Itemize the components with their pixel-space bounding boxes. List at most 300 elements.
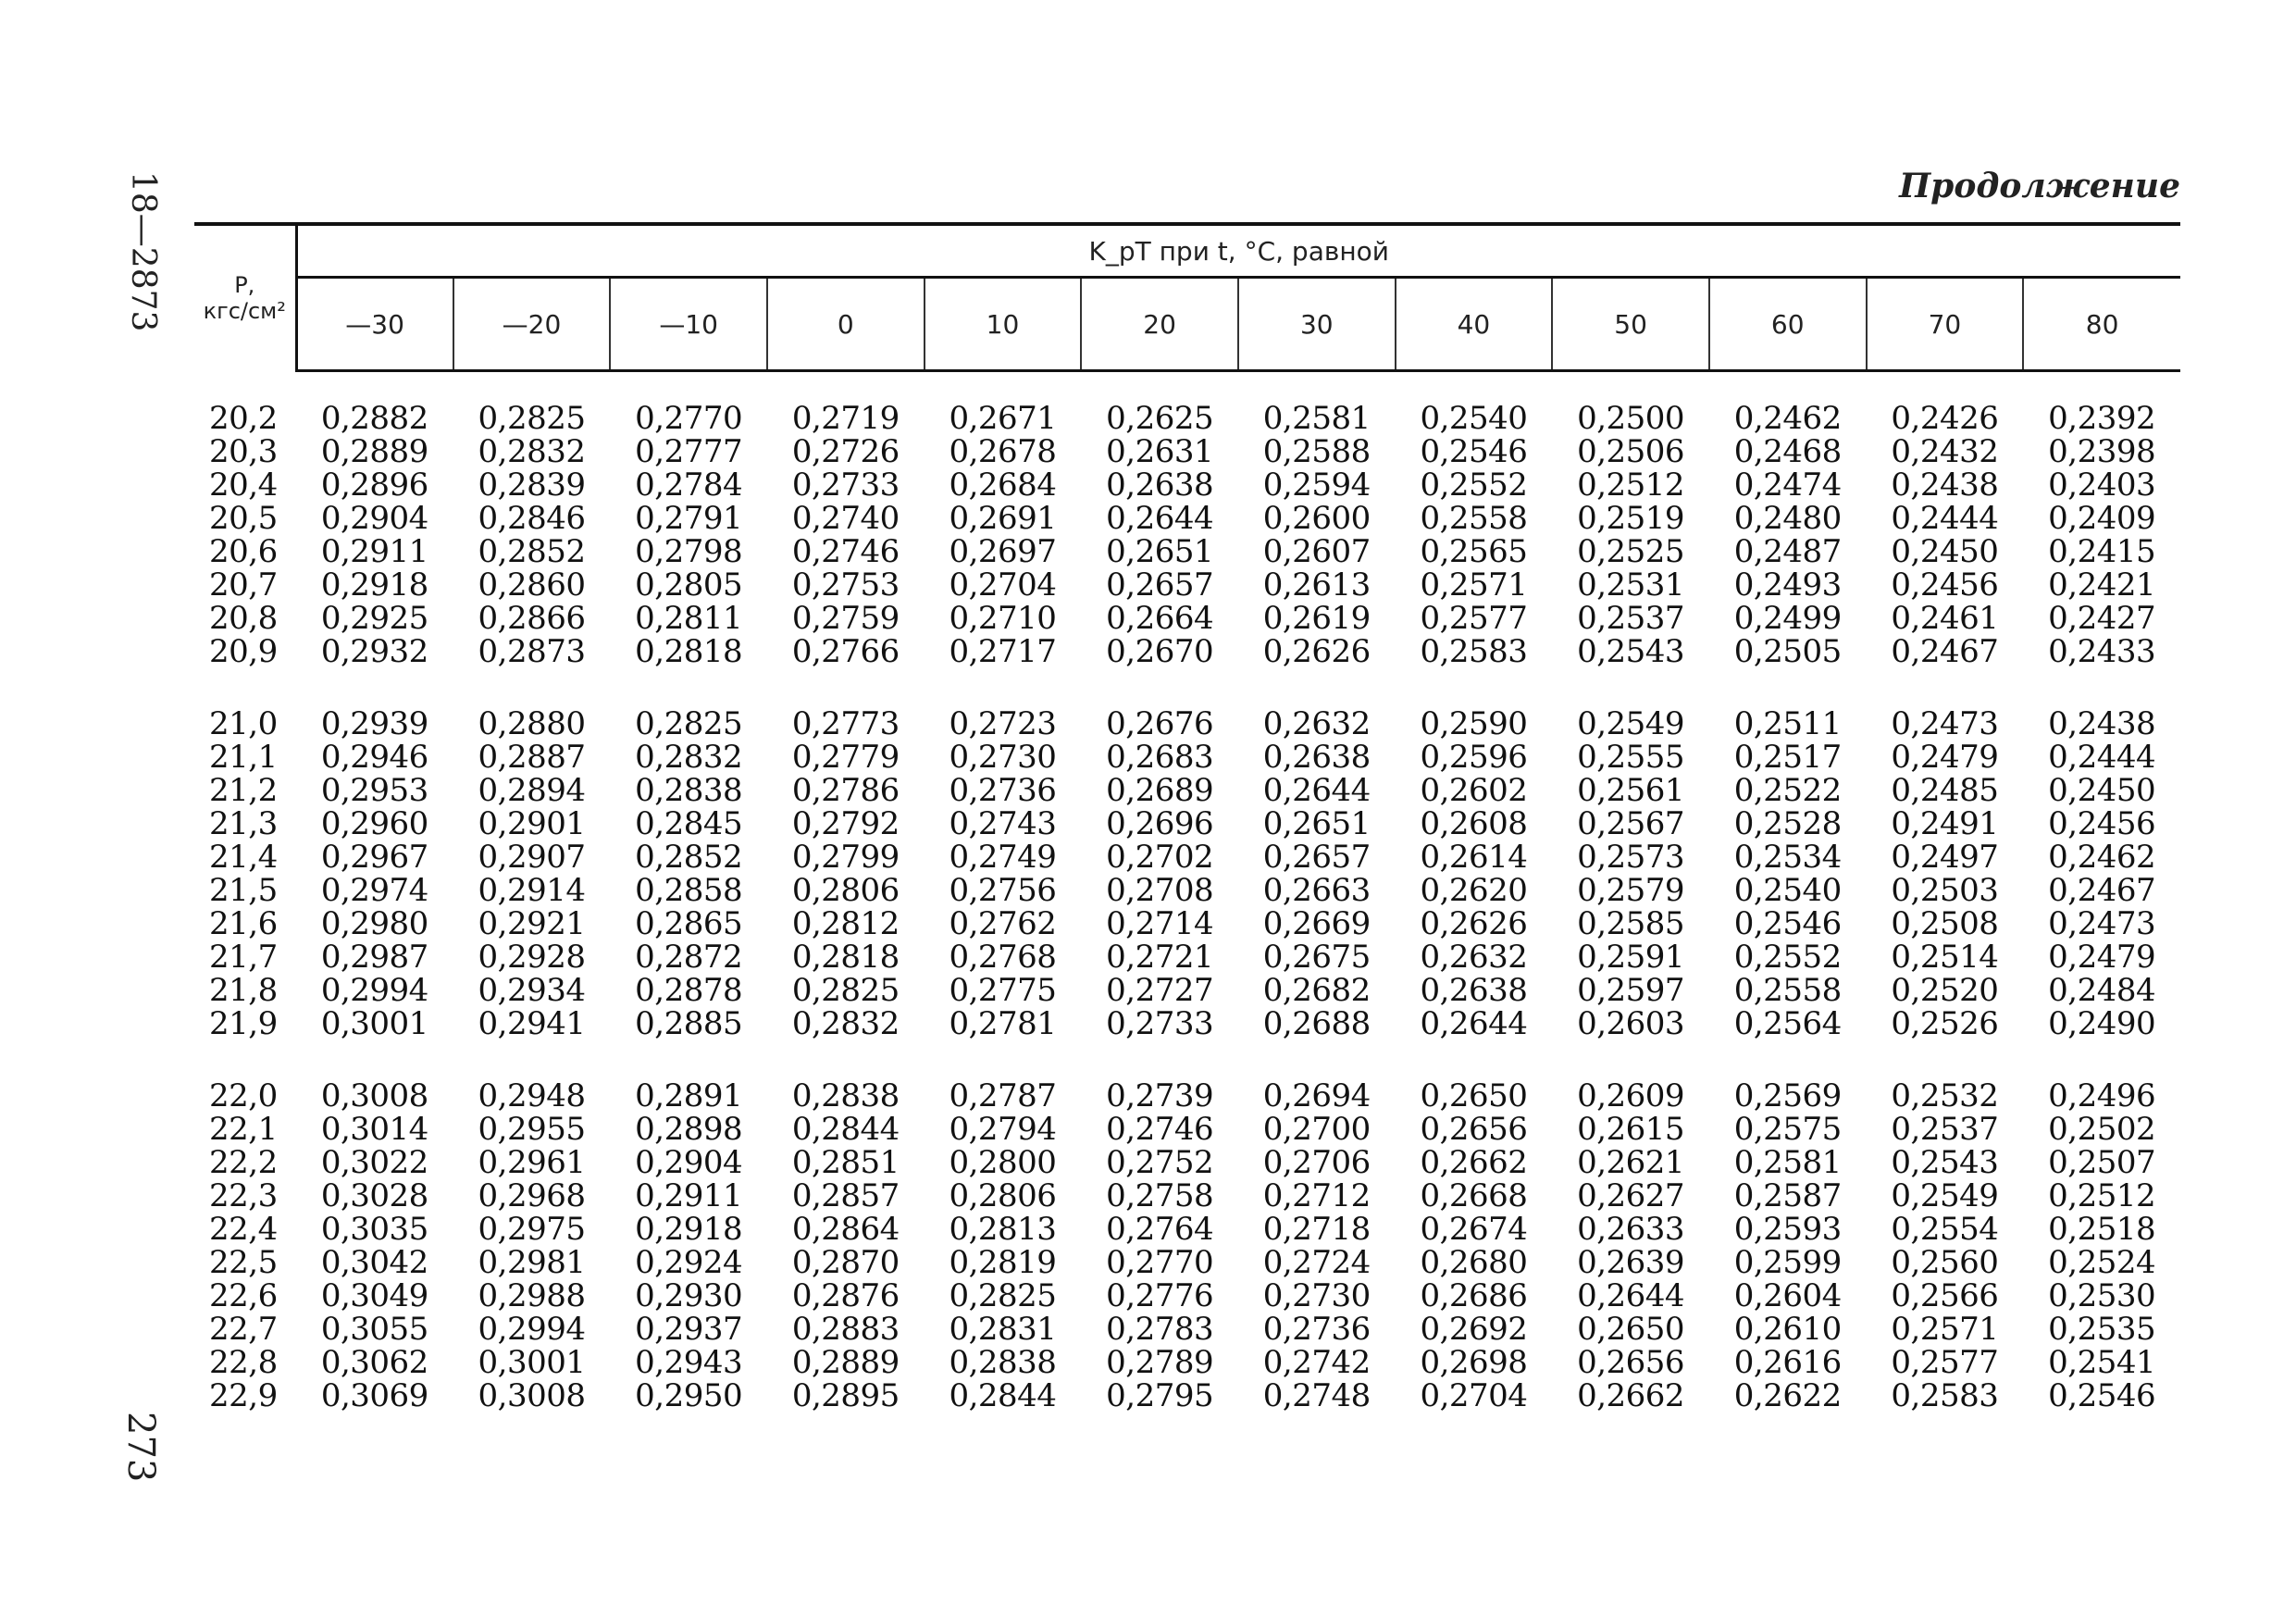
table-row (194, 741, 2180, 774)
coefficient-cell: 0,2600 (1262, 500, 1371, 537)
coefficient-cell: 0,2946 (320, 739, 428, 776)
coefficient-cell: 0,2577 (1891, 1344, 1999, 1381)
coefficient-cell: 0,2588 (1262, 433, 1371, 470)
coefficient-cell: 0,2621 (1577, 1144, 1685, 1181)
coefficient-cell: 0,2717 (949, 633, 1057, 670)
table-row (194, 974, 2180, 1007)
pressure-symbol: P, (234, 272, 255, 299)
coefficient-cell: 0,2981 (478, 1244, 586, 1281)
coefficient-cell: 0,2599 (1733, 1244, 1842, 1281)
coefficient-cell: 0,2758 (1106, 1177, 1214, 1214)
coefficient-cell: 0,2779 (791, 739, 900, 776)
coefficient-cell: 0,2558 (1420, 500, 1528, 537)
coefficient-cell: 0,2764 (1106, 1211, 1214, 1248)
pressure-cell: 22,5 (209, 1244, 278, 1281)
temperature-header-cell: 80 (2023, 278, 2180, 371)
coefficient-cell: 0,2749 (949, 839, 1057, 876)
coefficient-cell: 0,2930 (635, 1277, 743, 1314)
table-row (194, 535, 2180, 568)
coefficient-cell: 0,2975 (478, 1211, 586, 1248)
coefficient-cell: 0,2866 (478, 600, 586, 637)
table-row (194, 774, 2180, 807)
pressure-cell: 21,1 (209, 739, 278, 776)
coefficient-cell: 0,2479 (2048, 939, 2156, 976)
coefficient-cell: 0,3001 (478, 1344, 586, 1381)
coefficient-cell: 0,2724 (1262, 1244, 1371, 1281)
table-row (194, 1313, 2180, 1346)
coefficient-cell: 0,2561 (1577, 772, 1685, 809)
coefficient-cell: 0,2507 (2048, 1144, 2156, 1181)
coefficient-cell: 0,2632 (1262, 705, 1371, 742)
table-row (194, 707, 2180, 741)
coefficient-cell: 0,2496 (2048, 1077, 2156, 1114)
coefficient-cell: 0,2566 (1891, 1277, 1999, 1314)
coefficient-cell: 0,2812 (791, 905, 900, 942)
coefficient-cell: 0,2730 (1262, 1277, 1371, 1314)
coefficient-cell: 0,2832 (478, 433, 586, 470)
coefficient-cell: 0,2614 (1420, 839, 1528, 876)
table-row (194, 1346, 2180, 1379)
coefficient-cell: 0,2838 (635, 772, 743, 809)
coefficient-cell: 0,2925 (320, 600, 428, 637)
group-spacer (194, 371, 2180, 403)
coefficient-cell: 0,2697 (949, 533, 1057, 570)
coefficient-cell: 0,2438 (1891, 467, 1999, 504)
coefficient-cell: 0,2733 (1106, 1005, 1214, 1042)
coefficient-cell: 0,2967 (320, 839, 428, 876)
pressure-cell: 22,6 (209, 1277, 278, 1314)
coefficient-cell: 0,2955 (478, 1111, 586, 1148)
coefficient-cell: 0,2438 (2048, 705, 2156, 742)
coefficient-cell: 0,3008 (478, 1377, 586, 1414)
coefficient-cell: 0,2911 (635, 1177, 743, 1214)
coefficient-cell: 0,2604 (1733, 1277, 1842, 1314)
coefficient-cell: 0,2461 (1891, 600, 1999, 637)
coefficient-cell: 0,2901 (478, 805, 586, 842)
coefficient-cell: 0,2597 (1577, 972, 1685, 1009)
coefficient-cell: 0,2987 (320, 939, 428, 976)
coefficient-cell: 0,3028 (320, 1177, 428, 1214)
coefficient-cell: 0,2473 (2048, 905, 2156, 942)
pressure-cell: 20,8 (209, 600, 278, 637)
coefficient-cell: 0,2670 (1106, 633, 1214, 670)
coefficient-cell: 0,2806 (949, 1177, 1057, 1214)
coefficient-cell: 0,2730 (949, 739, 1057, 776)
coefficient-cell: 0,2706 (1262, 1144, 1371, 1181)
table-row (194, 907, 2180, 940)
coefficient-cell: 0,2948 (478, 1077, 586, 1114)
coefficient-cell: 0,2702 (1106, 839, 1214, 876)
coefficient-cell: 0,2487 (1733, 533, 1842, 570)
coefficient-cell: 0,2503 (1891, 872, 1999, 909)
table-row (194, 635, 2180, 668)
pressure-cell: 20,6 (209, 533, 278, 570)
pressure-cell: 20,7 (209, 566, 278, 604)
coefficient-cell: 0,2704 (949, 566, 1057, 604)
coefficient-cell: 0,2450 (1891, 533, 1999, 570)
coefficient-cell: 0,2644 (1420, 1005, 1528, 1042)
table-row (194, 435, 2180, 468)
coefficient-cell: 0,2759 (791, 600, 900, 637)
coefficient-cell: 0,2473 (1891, 705, 1999, 742)
coefficient-cell: 0,2839 (478, 467, 586, 504)
coefficient-cell: 0,2593 (1733, 1211, 1842, 1248)
coefficient-cell: 0,2499 (1733, 600, 1842, 637)
coefficient-cell: 0,2622 (1733, 1377, 1842, 1414)
coefficient-cell: 0,2525 (1577, 533, 1685, 570)
coefficient-cell: 0,2662 (1420, 1144, 1528, 1181)
table-row (194, 840, 2180, 874)
table-row (194, 602, 2180, 635)
coefficient-cell: 0,2752 (1106, 1144, 1214, 1181)
coefficient-cell: 0,2766 (791, 633, 900, 670)
coefficient-cell: 0,2579 (1577, 872, 1685, 909)
table-row (194, 1179, 2180, 1213)
coefficient-cell: 0,2468 (1733, 433, 1842, 470)
pressure-cell: 20,2 (209, 400, 278, 437)
coefficient-cell: 0,2502 (2048, 1111, 2156, 1148)
coefficient-cell: 0,2491 (1891, 805, 1999, 842)
coefficient-cell: 0,2540 (1420, 400, 1528, 437)
coefficient-cell: 0,2710 (949, 600, 1057, 637)
coefficient-cell: 0,2889 (320, 433, 428, 470)
coefficient-cell: 0,2740 (791, 500, 900, 537)
coefficient-cell: 0,2876 (791, 1277, 900, 1314)
coefficient-cell: 0,2484 (2048, 972, 2156, 1009)
pressure-cell: 20,4 (209, 467, 278, 504)
coefficient-cell: 0,2675 (1262, 939, 1371, 976)
coefficient-cell: 0,2616 (1733, 1344, 1842, 1381)
coefficient-cell: 0,2756 (949, 872, 1057, 909)
coefficient-cell: 0,2781 (949, 1005, 1057, 1042)
coefficient-cell: 0,2700 (1262, 1111, 1371, 1148)
coefficient-cell: 0,2625 (1106, 400, 1214, 437)
coefficient-cell: 0,2546 (1733, 905, 1842, 942)
coefficient-cell: 0,2650 (1577, 1311, 1685, 1348)
pressure-cell: 21,0 (209, 705, 278, 742)
coefficient-cell: 0,2689 (1106, 772, 1214, 809)
coefficient-cell: 0,2950 (635, 1377, 743, 1414)
coefficient-cell: 0,2852 (635, 839, 743, 876)
coefficient-cell: 0,2467 (1891, 633, 1999, 670)
coefficient-cell: 0,2698 (1420, 1344, 1528, 1381)
coefficient-cell: 0,2686 (1420, 1277, 1528, 1314)
coefficient-cell: 0,2615 (1577, 1111, 1685, 1148)
pressure-cell: 22,1 (209, 1111, 278, 1148)
coefficient-cell: 0,3042 (320, 1244, 428, 1281)
spacer-cell (194, 1040, 2180, 1079)
coefficient-cell: 0,2723 (949, 705, 1057, 742)
coefficient-cell: 0,2567 (1577, 805, 1685, 842)
coefficient-cell: 0,2530 (2048, 1277, 2156, 1314)
coefficient-cell: 0,2818 (635, 633, 743, 670)
coefficient-cell: 0,2546 (1420, 433, 1528, 470)
temperature-header-cell: 60 (1709, 278, 1867, 371)
coefficient-cell: 0,2500 (1577, 400, 1685, 437)
coefficient-cell: 0,2456 (2048, 805, 2156, 842)
coefficient-cell: 0,2603 (1577, 1005, 1685, 1042)
coefficient-cell: 0,2511 (1733, 705, 1842, 742)
coefficient-cell: 0,2594 (1262, 467, 1371, 504)
coefficient-cell: 0,2777 (635, 433, 743, 470)
coefficient-cell: 0,2721 (1106, 939, 1214, 976)
coefficient-cell: 0,2762 (949, 905, 1057, 942)
coefficient-cell: 0,2526 (1891, 1005, 1999, 1042)
coefficient-cell: 0,2688 (1262, 1005, 1371, 1042)
coefficient-cell: 0,2885 (635, 1005, 743, 1042)
coefficient-cell: 0,2610 (1733, 1311, 1842, 1348)
coefficient-cell: 0,3062 (320, 1344, 428, 1381)
coefficient-cell: 0,2746 (1106, 1111, 1214, 1148)
coefficient-cell: 0,2748 (1262, 1377, 1371, 1414)
table-row (194, 402, 2180, 435)
coefficient-cell: 0,3022 (320, 1144, 428, 1181)
pressure-unit: кгс/см² (203, 298, 286, 325)
coefficient-cell: 0,2794 (949, 1111, 1057, 1148)
coefficient-cell: 0,3055 (320, 1311, 428, 1348)
coefficient-cell: 0,2508 (1891, 905, 1999, 942)
coefficient-cell: 0,2857 (791, 1177, 900, 1214)
coefficient-cell: 0,2911 (320, 533, 428, 570)
coefficient-cell: 0,2546 (2048, 1377, 2156, 1414)
coefficient-cell: 0,2994 (478, 1311, 586, 1348)
coefficient-cell: 0,2680 (1420, 1244, 1528, 1281)
coefficient-cell: 0,2573 (1577, 839, 1685, 876)
coefficient-cell: 0,2591 (1577, 939, 1685, 976)
coefficient-cell: 0,2831 (949, 1311, 1057, 1348)
coefficient-cell: 0,2838 (949, 1344, 1057, 1381)
coefficient-cell: 0,2883 (791, 1311, 900, 1348)
pressure-cell: 22,3 (209, 1177, 278, 1214)
coefficient-cell: 0,2552 (1420, 467, 1528, 504)
coefficient-cell: 0,2549 (1891, 1177, 1999, 1214)
coefficient-cell: 0,2832 (791, 1005, 900, 1042)
coefficient-cell: 0,2619 (1262, 600, 1371, 637)
coefficient-cell: 0,2590 (1420, 705, 1528, 742)
coefficient-cell: 0,2657 (1106, 566, 1214, 604)
coefficient-cell: 0,2620 (1420, 872, 1528, 909)
coefficient-cell: 0,2891 (635, 1077, 743, 1114)
coefficient-cell: 0,2613 (1262, 566, 1371, 604)
coefficient-cell: 0,2845 (635, 805, 743, 842)
coefficient-cell: 0,2865 (635, 905, 743, 942)
coefficient-cell: 0,2575 (1733, 1111, 1842, 1148)
table-row (194, 468, 2180, 502)
coefficient-cell: 0,2819 (949, 1244, 1057, 1281)
coefficient-cell: 0,2543 (1891, 1144, 1999, 1181)
coefficient-cell: 0,2409 (2048, 500, 2156, 537)
coefficient-cell: 0,2921 (478, 905, 586, 942)
coefficient-cell: 0,2626 (1420, 905, 1528, 942)
coefficient-cell: 0,2583 (1420, 633, 1528, 670)
coefficient-cell: 0,2768 (949, 939, 1057, 976)
coefficient-cell: 0,2974 (320, 872, 428, 909)
coefficient-cell: 0,2798 (635, 533, 743, 570)
coefficient-cell: 0,2784 (635, 467, 743, 504)
table-row (194, 1007, 2180, 1040)
pressure-cell: 21,4 (209, 839, 278, 876)
coefficient-cell: 0,2676 (1106, 705, 1214, 742)
coefficient-cell: 0,2555 (1577, 739, 1685, 776)
coefficient-cell: 0,2632 (1420, 939, 1528, 976)
coefficient-cell: 0,2943 (635, 1344, 743, 1381)
coefficient-cell: 0,2907 (478, 839, 586, 876)
coefficient-cell: 0,2805 (635, 566, 743, 604)
pressure-cell: 21,2 (209, 772, 278, 809)
coefficient-cell: 0,2792 (791, 805, 900, 842)
coefficient-cell: 0,2520 (1891, 972, 1999, 1009)
coefficient-cell: 0,2775 (949, 972, 1057, 1009)
coefficient-cell: 0,2682 (1262, 972, 1371, 1009)
coefficient-cell: 0,2638 (1420, 972, 1528, 1009)
coefficient-cell: 0,2873 (478, 633, 586, 670)
coefficient-cell: 0,2651 (1262, 805, 1371, 842)
coefficient-cell: 0,2554 (1891, 1211, 1999, 1248)
pressure-cell: 20,3 (209, 433, 278, 470)
coefficient-cell: 0,2456 (1891, 566, 1999, 604)
coefficient-cell: 0,2602 (1420, 772, 1528, 809)
coefficient-cell: 0,2776 (1106, 1277, 1214, 1314)
coefficient-cell: 0,3035 (320, 1211, 428, 1248)
coefficient-cell: 0,2549 (1577, 705, 1685, 742)
temperature-header-cell: 20 (1081, 278, 1238, 371)
coefficient-cell: 0,2696 (1106, 805, 1214, 842)
coefficient-cell: 0,2512 (1577, 467, 1685, 504)
coefficient-cell: 0,2514 (1891, 939, 1999, 976)
coefficient-cell: 0,2671 (949, 400, 1057, 437)
coefficient-cell: 0,2736 (1262, 1311, 1371, 1348)
coefficient-cell: 0,2742 (1262, 1344, 1371, 1381)
temperature-group-header: K_pT при t, °C, равной (296, 224, 2180, 278)
coefficient-cell: 0,2426 (1891, 400, 1999, 437)
coefficient-cell: 0,2534 (1733, 839, 1842, 876)
coefficient-cell: 0,2664 (1106, 600, 1214, 637)
coefficient-cell: 0,2726 (791, 433, 900, 470)
coefficient-cell: 0,2656 (1420, 1111, 1528, 1148)
coefficient-cell: 0,2746 (791, 533, 900, 570)
coefficient-cell: 0,2851 (791, 1144, 900, 1181)
pressure-cell: 22,7 (209, 1311, 278, 1348)
coefficient-cell: 0,2684 (949, 467, 1057, 504)
coefficient-cell: 0,2450 (2048, 772, 2156, 809)
coefficient-cell: 0,2571 (1891, 1311, 1999, 1348)
temperature-header-cell: 40 (1396, 278, 1553, 371)
coefficient-cell: 0,2953 (320, 772, 428, 809)
coefficient-cell: 0,2651 (1106, 533, 1214, 570)
coefficient-cell: 0,2838 (791, 1077, 900, 1114)
coefficient-cell: 0,2789 (1106, 1344, 1214, 1381)
table-row (194, 502, 2180, 535)
coefficient-cell: 0,2736 (949, 772, 1057, 809)
coefficient-cell: 0,2811 (635, 600, 743, 637)
coefficient-cell: 0,2565 (1420, 533, 1528, 570)
pressure-cell: 22,2 (209, 1144, 278, 1181)
coefficient-cell: 0,2427 (2048, 600, 2156, 637)
coefficient-cell: 0,2870 (791, 1244, 900, 1281)
table-body (194, 371, 2180, 1413)
coefficient-cell: 0,2537 (1891, 1111, 1999, 1148)
coefficient-cell: 0,2683 (1106, 739, 1214, 776)
coefficient-cell: 0,2663 (1262, 872, 1371, 909)
coefficient-cell: 0,2864 (791, 1211, 900, 1248)
coefficient-cell: 0,2786 (791, 772, 900, 809)
coefficient-cell: 0,2994 (320, 972, 428, 1009)
coefficient-cell: 0,2773 (791, 705, 900, 742)
coefficient-cell: 0,2398 (2048, 433, 2156, 470)
coefficient-cell: 0,2433 (2048, 633, 2156, 670)
coefficient-cell: 0,2825 (635, 705, 743, 742)
coefficient-cell: 0,2904 (320, 500, 428, 537)
coefficient-cell: 0,2669 (1262, 905, 1371, 942)
coefficient-cell: 0,2517 (1733, 739, 1842, 776)
pressure-column-header (194, 224, 296, 371)
coefficient-cell: 0,2860 (478, 566, 586, 604)
coefficient-cell: 0,2708 (1106, 872, 1214, 909)
coefficient-cell: 0,2662 (1577, 1377, 1685, 1414)
coefficient-cell: 0,2753 (791, 566, 900, 604)
coefficient-cell: 0,2727 (1106, 972, 1214, 1009)
coefficient-cell: 0,2537 (1577, 600, 1685, 637)
coefficient-cell: 0,2490 (2048, 1005, 2156, 1042)
temperature-header-cell: —30 (296, 278, 453, 371)
coefficient-cell: 0,2712 (1262, 1177, 1371, 1214)
coefficient-cell: 0,2872 (635, 939, 743, 976)
coefficient-cell: 0,2928 (478, 939, 586, 976)
coefficient-cell: 0,2505 (1733, 633, 1842, 670)
coefficient-cell: 0,2960 (320, 805, 428, 842)
coefficient-cell: 0,2639 (1577, 1244, 1685, 1281)
coefficient-cell: 0,2719 (791, 400, 900, 437)
temperature-header-cell: 70 (1867, 278, 2024, 371)
coefficient-cell: 0,2577 (1420, 600, 1528, 637)
coefficient-cell: 0,3008 (320, 1077, 428, 1114)
coefficient-cell: 0,2644 (1262, 772, 1371, 809)
coefficient-cell: 0,2535 (2048, 1311, 2156, 1348)
table-row (194, 1146, 2180, 1179)
coefficient-cell: 0,2939 (320, 705, 428, 742)
coefficient-cell: 0,2832 (635, 739, 743, 776)
coefficient-cell: 0,2691 (949, 500, 1057, 537)
coefficient-cell: 0,2518 (2048, 1211, 2156, 1248)
coefficient-cell: 0,2704 (1420, 1377, 1528, 1414)
coefficient-cell: 0,2569 (1733, 1077, 1842, 1114)
coefficient-cell: 0,2718 (1262, 1211, 1371, 1248)
coefficient-cell: 0,2609 (1577, 1077, 1685, 1114)
coefficient-cell: 0,2896 (320, 467, 428, 504)
coefficient-cell: 0,2918 (635, 1211, 743, 1248)
coefficient-cell: 0,3014 (320, 1111, 428, 1148)
coefficient-cell: 0,2858 (635, 872, 743, 909)
pressure-cell: 21,8 (209, 972, 278, 1009)
coefficient-cell: 0,2894 (478, 772, 586, 809)
coefficient-cell: 0,2583 (1891, 1377, 1999, 1414)
coefficient-cell: 0,2878 (635, 972, 743, 1009)
coefficient-cell: 0,2791 (635, 500, 743, 537)
coefficient-cell: 0,2844 (949, 1377, 1057, 1414)
pressure-cell: 22,8 (209, 1344, 278, 1381)
table-row (194, 1279, 2180, 1313)
coefficient-cell: 0,2692 (1420, 1311, 1528, 1348)
coefficient-cell: 0,2818 (791, 939, 900, 976)
pressure-cell: 21,7 (209, 939, 278, 976)
coefficient-cell: 0,2644 (1106, 500, 1214, 537)
coefficient-cell: 0,2638 (1106, 467, 1214, 504)
data-table (194, 222, 2180, 1413)
pressure-cell: 21,3 (209, 805, 278, 842)
temperature-header-cell: 50 (1552, 278, 1709, 371)
pressure-cell: 21,5 (209, 872, 278, 909)
coefficient-cell: 0,2739 (1106, 1077, 1214, 1114)
